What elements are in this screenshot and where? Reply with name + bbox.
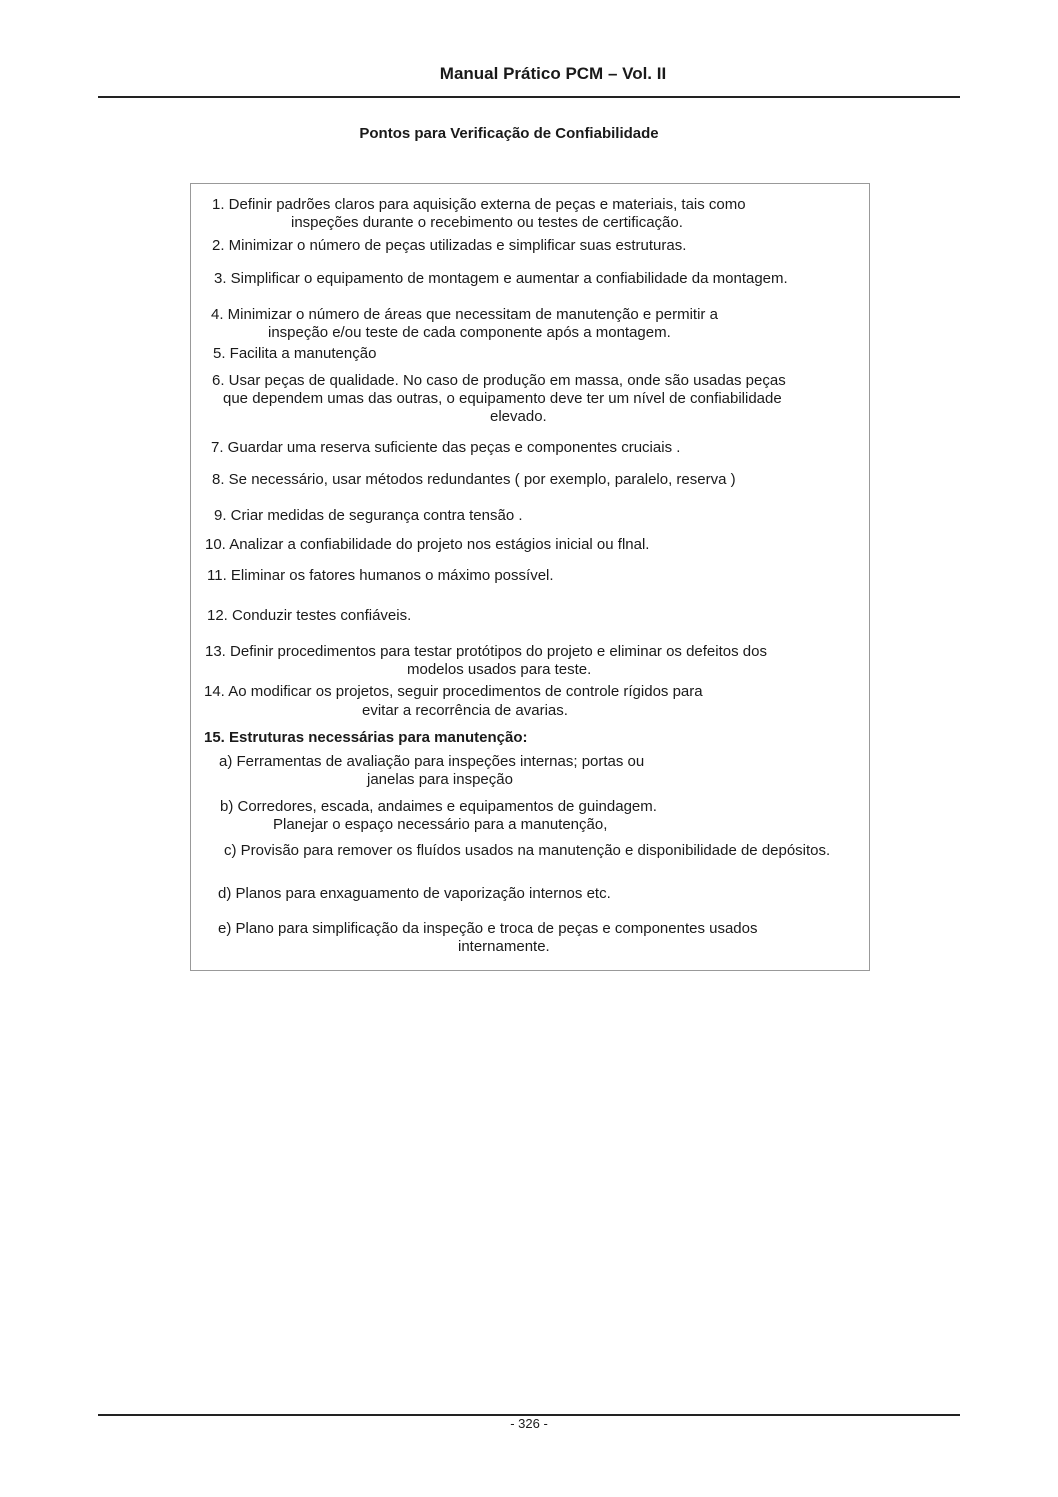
item-14-line-1: 14. Ao modificar os projetos, seguir procedimentos de controle rígidos para: [204, 683, 703, 700]
item-15-e-line-2: internamente.: [458, 938, 550, 955]
page-number: - 326 -: [510, 1416, 548, 1431]
item-6-line-1: 6. Usar peças de qualidade. No caso de produção em massa, onde são usadas peças: [212, 372, 786, 389]
item-8: 8. Se necessário, usar métodos redundantes ( por exemplo, paralelo, reserva ): [212, 471, 736, 488]
item-4-line-2: inspeção e/ou teste de cada componente após a montagem.: [268, 324, 671, 341]
item-14-line-2: evitar a recorrência de avarias.: [362, 702, 568, 719]
item-3: 3. Simplificar o equipamento de montagem e aumentar a confiabilidade da montagem.: [214, 270, 788, 287]
item-2: 2. Minimizar o número de peças utilizadas e simplificar suas estruturas.: [212, 237, 687, 254]
item-1-line-2: inspeções durante o recebimento ou testes de certificação.: [291, 214, 683, 231]
item-12: 12. Conduzir testes confiáveis.: [207, 607, 412, 624]
section-title: Pontos para Verificação de Confiabilidade: [359, 125, 659, 142]
item-5: 5. Facilita a manutenção: [213, 345, 377, 362]
item-7: 7. Guardar uma reserva suficiente das peças e componentes cruciais .: [211, 439, 681, 456]
item-15-heading: 15. Estruturas necessárias para manutenção:: [204, 729, 528, 746]
item-15-b-line-2: Planejar o espaço necessário para a manutenção,: [273, 816, 608, 833]
item-11: 11. Eliminar os fatores humanos o máximo possível.: [207, 567, 554, 584]
item-1-line-1: 1. Definir padrões claros para aquisição externa de peças e materiais, tais como: [212, 196, 746, 213]
item-15-c: c) Provisão para remover os fluídos usados na manutenção e disponibilidade de depósitos.: [224, 842, 831, 859]
header-rule: [98, 96, 960, 98]
header-title: Manual Prático PCM – Vol. II: [439, 64, 667, 83]
item-9: 9. Criar medidas de segurança contra tensão .: [214, 507, 523, 524]
item-15-a-line-2: janelas para inspeção: [367, 771, 513, 788]
item-13-line-2: modelos usados para teste.: [407, 661, 592, 678]
item-10: 10. Analizar a confiabilidade do projeto nos estágios inicial ou flnal.: [205, 536, 650, 553]
item-6-line-3: elevado.: [490, 408, 547, 425]
item-15-a-line-1: a) Ferramentas de avaliação para inspeções internas; portas ou: [219, 753, 645, 770]
item-15-b-line-1: b) Corredores, escada, andaimes e equipamentos de guindagem.: [220, 798, 657, 815]
item-15-d: d) Planos para enxaguamento de vaporização internos etc.: [218, 885, 611, 902]
item-15-e-line-1: e) Plano para simplificação da inspeção e troca de peças e componentes usados: [218, 920, 758, 937]
item-4-line-1: 4. Minimizar o número de áreas que necessitam de manutenção e permitir a: [211, 306, 718, 323]
item-13-line-1: 13. Definir procedimentos para testar protótipos do projeto e eliminar os defeitos dos: [205, 643, 767, 660]
item-6-line-2: que dependem umas das outras, o equipamento deve ter um nível de confiabilidade: [223, 390, 782, 407]
